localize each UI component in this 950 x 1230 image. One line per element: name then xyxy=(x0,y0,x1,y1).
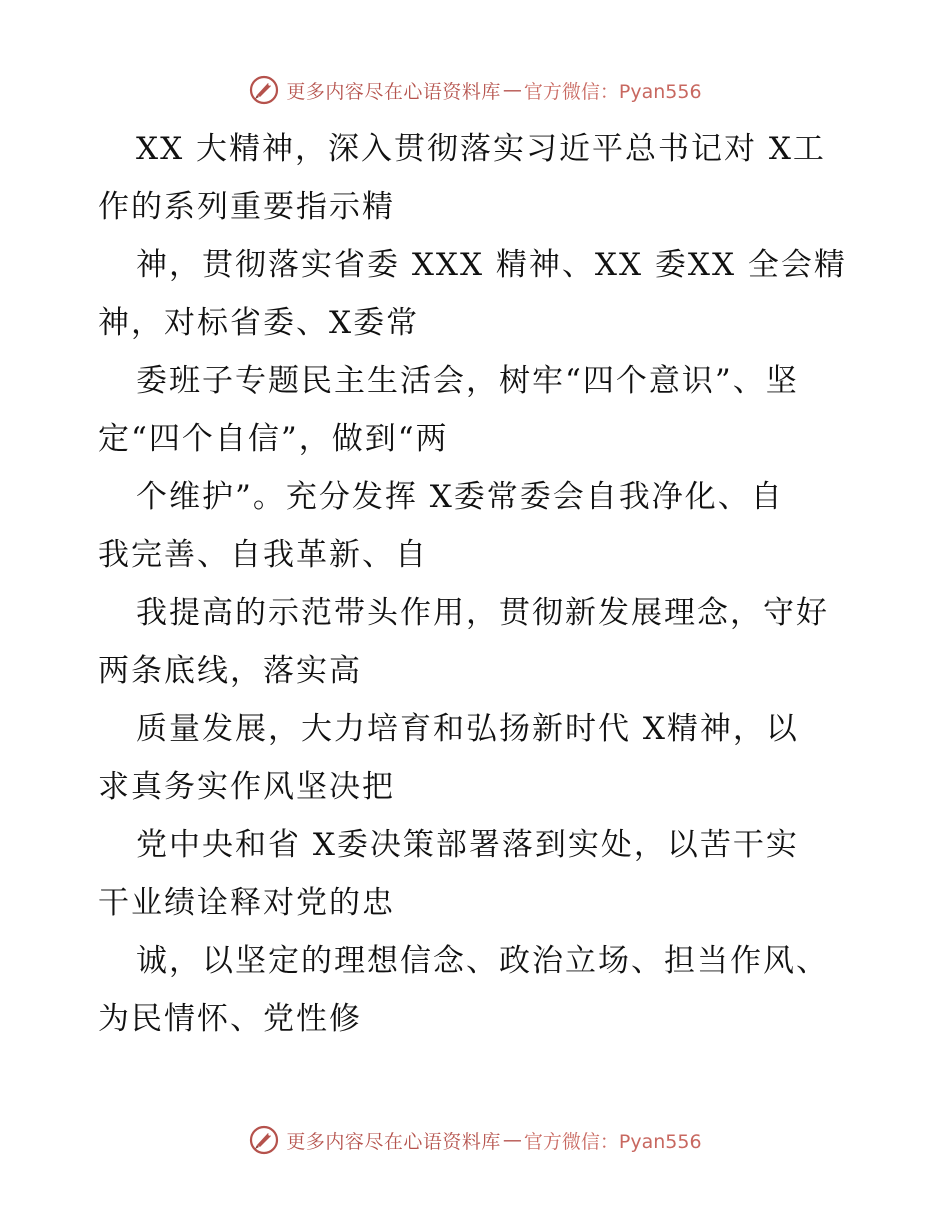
paragraph xyxy=(98,352,858,468)
line-continuation: 神，对标省委、X委常 xyxy=(98,305,420,341)
banner-wechat: 官方微信：Pyan556 xyxy=(523,1130,702,1153)
banner-title: 更多内容尽在心语资料库 xyxy=(286,80,501,103)
paragraph xyxy=(98,816,858,932)
line-continuation: 干业绩诠释对党的忠 xyxy=(98,885,395,921)
banner-wechat: 官方微信：Pyan556 xyxy=(523,80,702,103)
paragraph xyxy=(98,120,858,236)
paragraph xyxy=(98,700,858,816)
line-continuation: 两条底线，落实高 xyxy=(98,653,362,689)
header-banner xyxy=(0,70,950,110)
paragraph xyxy=(98,236,858,352)
line-continuation: 定“四个自信”，做到“两 xyxy=(98,421,449,457)
paragraph xyxy=(98,468,858,584)
line-first: XX 大精神，深入贯彻落实习近平总书记对 X工 xyxy=(136,131,826,167)
line-first: 质量发展，大力培育和弘扬新时代 X精神，以 xyxy=(136,711,799,747)
document-body xyxy=(98,120,858,1048)
line-continuation: 求真务实作风坚决把 xyxy=(98,769,395,805)
line-first: 诚，以坚定的理想信念、政治立场、担当作风、 xyxy=(136,943,829,979)
banner-title: 更多内容尽在心语资料库 xyxy=(286,1130,501,1153)
footer-banner xyxy=(0,1120,950,1160)
line-continuation: 我完善、自我革新、自 xyxy=(98,537,428,573)
line-first: 我提高的示范带头作用，贯彻新发展理念，守好 xyxy=(136,595,829,631)
paragraph xyxy=(98,584,858,700)
paragraph xyxy=(98,932,858,1048)
line-first: 委班子专题民主生活会，树牢“四个意识”、坚 xyxy=(136,363,799,399)
line-first: 个维护”。充分发挥 X委常委会自我净化、自 xyxy=(136,479,784,515)
line-first: 神，贯彻落实省委 XXX 精神、XX 委XX 全会精 xyxy=(136,247,847,283)
line-first: 党中央和省 X委决策部署落到实处，以苦干实 xyxy=(136,827,799,863)
pen-nib-seal-icon xyxy=(248,1124,280,1156)
line-continuation: 作的系列重要指示精 xyxy=(98,189,395,225)
banner-separator: — xyxy=(502,79,522,101)
banner-separator: — xyxy=(502,1129,522,1151)
line-continuation: 为民情怀、党性修 xyxy=(98,1001,362,1037)
pen-nib-seal-icon xyxy=(248,74,280,106)
